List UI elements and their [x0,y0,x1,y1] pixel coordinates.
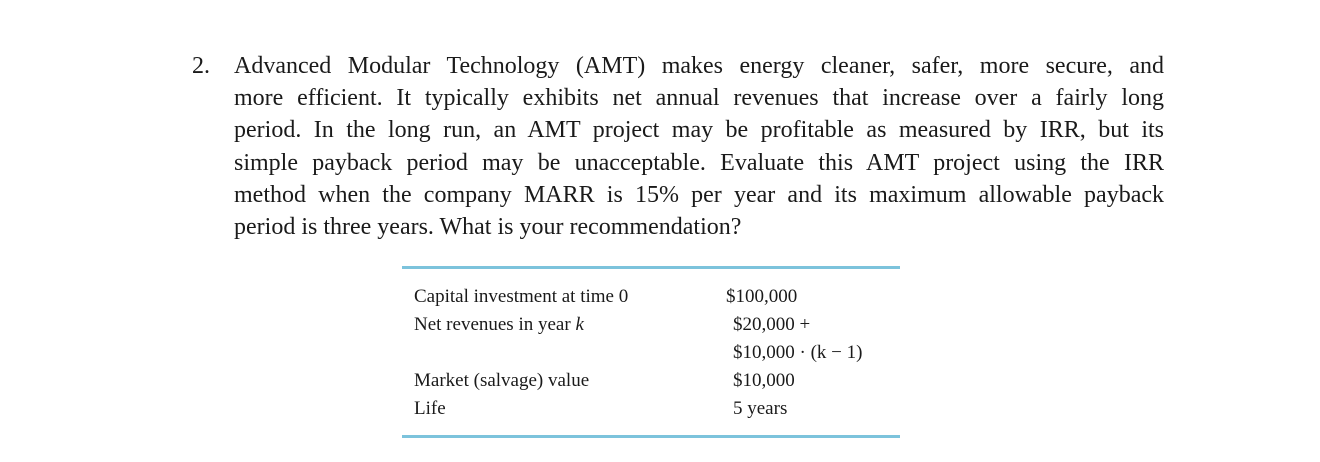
row-label-net-revenues [414,311,584,339]
project-data-table [402,266,900,438]
net-revenues-year-variable: k [575,314,584,335]
row-value-net-revenues-gradient: $10,000 · (k − 1) [733,342,863,363]
net-revenues-label-text: Net revenues in year [414,314,576,335]
problem-line-6: period is three years. What is your recommendation? [234,214,742,241]
row-value-net-revenues-base: $20,000 + [733,314,811,335]
problem-line-1: Advanced Modular Technology (AMT) makes energy cleaner, safer, more secure, and [234,53,1164,79]
row-value-market-value: $10,000 [733,370,795,391]
problem-text [234,50,1164,243]
problem-line-2: more efficient. It typically exhibits net annual revenues that increase over a fairly long [234,85,1164,112]
problem-number: 2. [192,53,210,79]
problem-line-3: period. In the long run, an AMT project may be profitable as measured by IRR, but its [234,117,1164,144]
table-bottom-rule [402,435,900,438]
row-value-life: 5 years [733,398,788,419]
problem-line-4: simple payback period may be unacceptable. Evaluate this AMT project using the IRR [234,149,1164,176]
row-label-capital-investment: Capital investment at time 0 [414,286,629,307]
table-rows [402,283,900,423]
problem-line-5: method when the company MARR is 15% per year and its maximum allowable payback [234,181,1164,208]
table-top-rule [402,266,900,269]
row-value-capital-investment: $100,000 [726,286,798,307]
row-label-market-value: Market (salvage) value [414,370,590,391]
row-label-life: Life [414,398,446,419]
